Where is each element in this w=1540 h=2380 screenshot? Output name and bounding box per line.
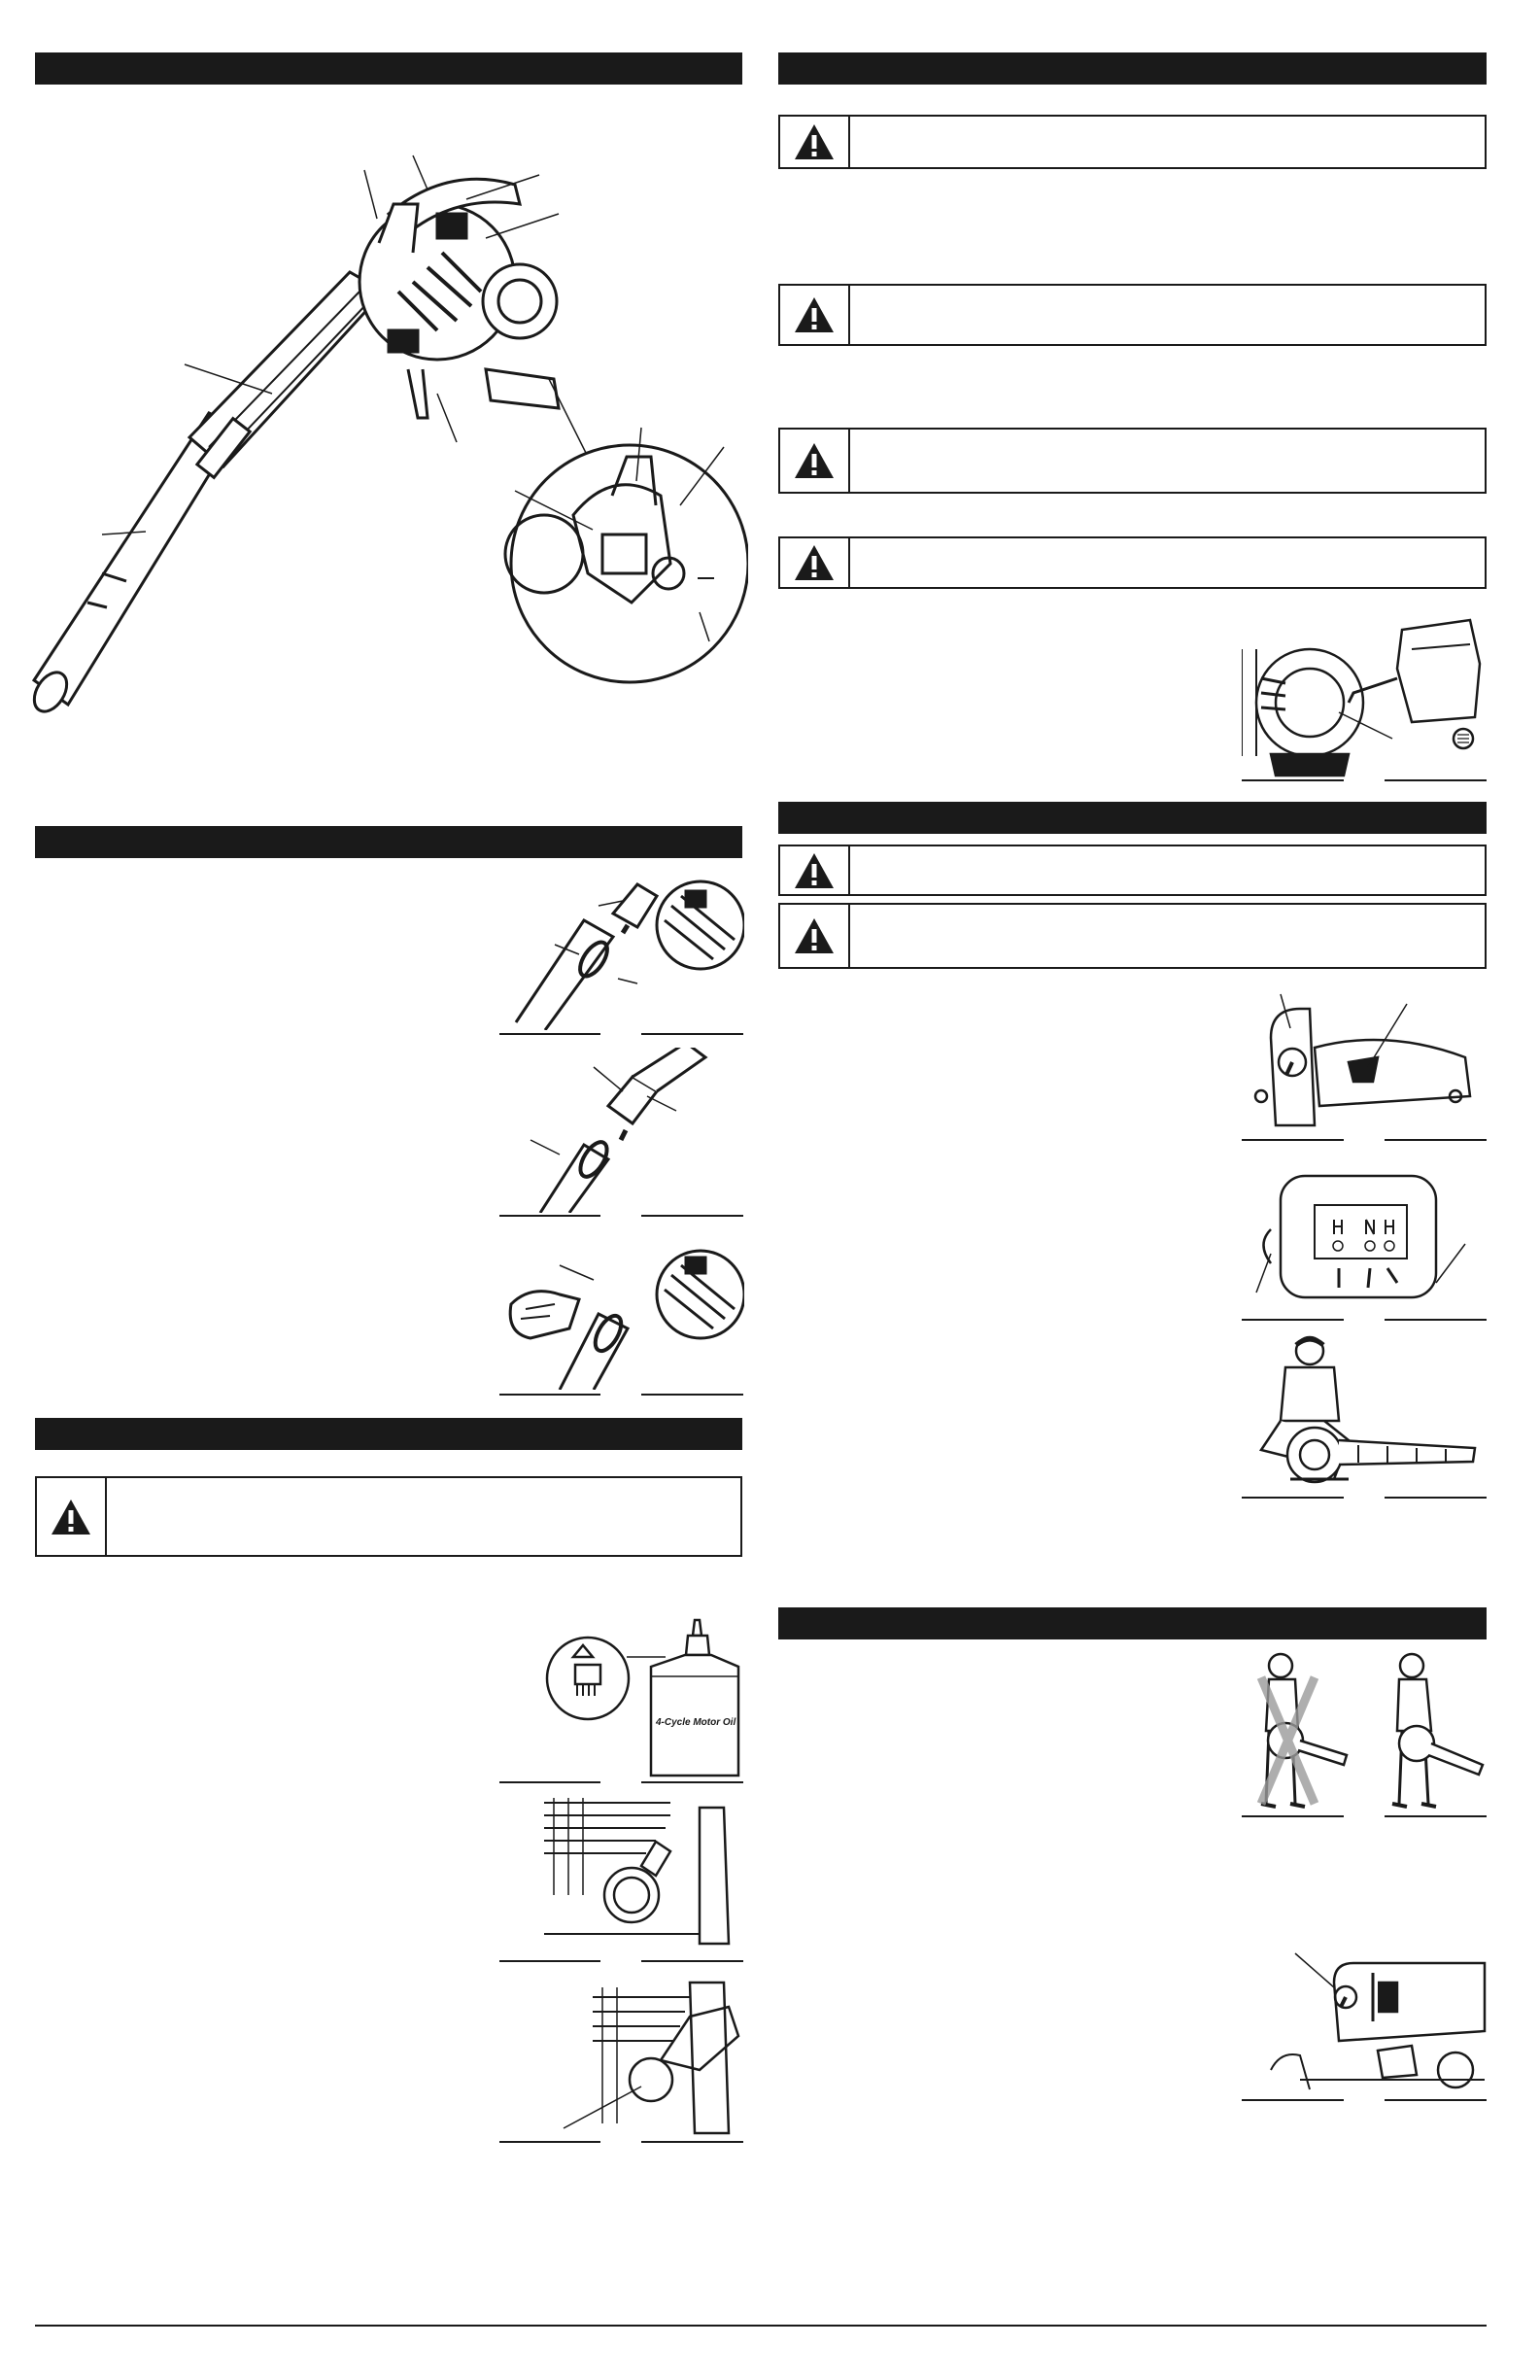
footer-rule (35, 2325, 1487, 2327)
figure-caption-rule (1385, 779, 1487, 781)
warning-box (778, 428, 1487, 494)
section-header-bar (778, 52, 1487, 85)
figure-caption-rule (1242, 2099, 1344, 2101)
figure-caption-rule (499, 1781, 600, 1783)
warning-triangle-icon (793, 441, 836, 480)
warning-box (778, 845, 1487, 896)
figure-caption-rule (499, 2141, 600, 2143)
warning-triangle-icon (793, 543, 836, 582)
figure-caption-rule (1385, 1815, 1487, 1817)
figure-caption-rule (1242, 1139, 1344, 1141)
starting-position-illustration (1242, 1333, 1487, 1497)
handle-switch-illustration (1242, 989, 1487, 1137)
oil-bottle-label: 4-Cycle Motor Oil (656, 1717, 736, 1728)
warning-triangle-icon (50, 1498, 92, 1536)
section-header-bar (35, 826, 742, 858)
tube-lock-hand-illustration (501, 1226, 744, 1390)
figure-caption-rule (1242, 1319, 1344, 1321)
figure-caption-rule (499, 1394, 600, 1396)
warning-icon-cell (780, 538, 850, 587)
stop-switch-illustration (1242, 1944, 1487, 2094)
figure-caption-rule (1385, 1139, 1487, 1141)
figure-caption-rule (1242, 1497, 1344, 1499)
figure-caption-rule (641, 1033, 743, 1035)
oil-pour-illustration (544, 1978, 743, 2138)
warning-triangle-icon (793, 295, 836, 334)
choke-panel-illustration (1242, 1156, 1487, 1317)
warning-triangle-icon (793, 122, 836, 161)
section-header-bar (35, 52, 742, 85)
warning-triangle-icon (793, 851, 836, 890)
figure-caption-rule (499, 1960, 600, 1962)
warning-box (778, 903, 1487, 969)
tube-attach-illustration (501, 867, 744, 1030)
figure-caption-rule (1242, 779, 1344, 781)
tube-connect-illustration (501, 1048, 744, 1213)
correct-stance-illustration (1378, 1648, 1487, 1813)
fuel-can-illustration (1242, 610, 1487, 777)
warning-icon-cell (780, 117, 850, 167)
warning-box (778, 536, 1487, 589)
warning-icon-cell (780, 905, 850, 967)
figure-caption-rule (641, 1215, 743, 1217)
figure-caption-rule (1385, 1497, 1487, 1499)
oil-bottle-illustration (544, 1618, 743, 1778)
section-header-bar (778, 802, 1487, 834)
figure-caption-rule (641, 1960, 743, 1962)
figure-caption-rule (499, 1033, 600, 1035)
warning-box (778, 284, 1487, 346)
figure-caption-rule (1385, 1319, 1487, 1321)
warning-icon-cell (37, 1478, 107, 1555)
warning-box (35, 1476, 742, 1557)
incorrect-stance-illustration (1242, 1648, 1349, 1813)
section-header-bar (35, 1418, 742, 1450)
section-header-bar (778, 1607, 1487, 1639)
warning-triangle-icon (793, 916, 836, 955)
warning-icon-cell (780, 286, 850, 344)
figure-caption-rule (1385, 2099, 1487, 2101)
figure-caption-rule (641, 1781, 743, 1783)
figure-caption-rule (641, 2141, 743, 2143)
warning-box (778, 115, 1487, 169)
warning-icon-cell (780, 430, 850, 492)
oil-fill-port-illustration (544, 1798, 743, 1958)
figure-caption-rule (641, 1394, 743, 1396)
figure-caption-rule (499, 1215, 600, 1217)
warning-icon-cell (780, 846, 850, 894)
blower-overview-illustration (29, 146, 748, 719)
figure-caption-rule (1242, 1815, 1344, 1817)
